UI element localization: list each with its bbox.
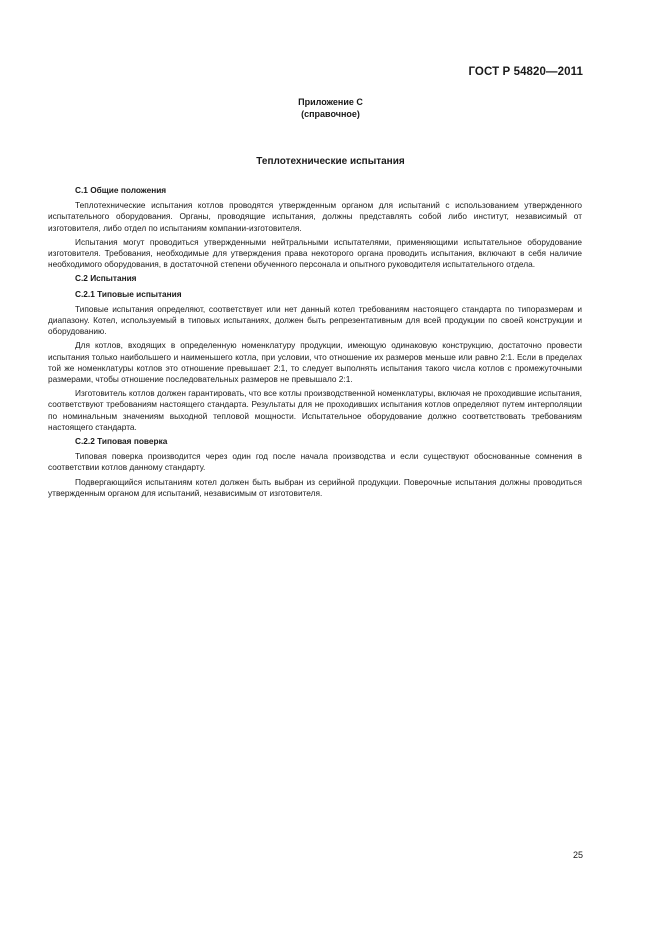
paragraph: Подвергающийся испытаниям котел должен быть выбран из серийной продукции. Поверочные испытания должны проводиться утвержденным органом для испытаний, независимым от изготовителя. xyxy=(48,476,582,498)
paragraph: Типовая поверка производится через один год после начала производства и если существуют обоснованные сомнения в соответствии котлов данному стандарту. xyxy=(48,451,582,473)
document-body xyxy=(48,185,582,502)
appendix-heading xyxy=(0,96,661,120)
appendix-note: (справочное) xyxy=(301,109,360,119)
paragraph: Испытания могут проводиться утвержденными нейтральными испытателями, применяющими испытательное оборудование изготовителя. Требования, необходимые для утверждения права некоторого органа проводить испытания, включают в себя наличие необходимого оборудования, в достаточной степени обученного персонала и опытного руководителя испытательного отдела. xyxy=(48,236,582,270)
paragraph: Типовые испытания определяют, соответствует или нет данный котел требованиям настоящего стандарта по типоразмерам и диапазону. Котел, используемый в типовых испытаниях, должен быть репрезентативным для всей продукции по своей конструкции и оборудованию. xyxy=(48,303,582,337)
appendix-label: Приложение С xyxy=(298,97,363,107)
section-heading: С.2 Испытания xyxy=(75,273,137,284)
paragraph: Изготовитель котлов должен гарантировать, что все котлы производственной номенклатуры, включая не проходившие испытания, соответствуют требованиям настоящего стандарта. Результаты для не проходивших испытания котлов определяют путем интерполяции по номинальным значениям выходной тепловой мощности. Испытательное оборудование должно соответствовать требованиям настоящего стандарта. xyxy=(48,388,582,432)
paragraph: Теплотехнические испытания котлов проводятся утвержденным органом для испытаний с использованием утвержденного испытательного оборудования. Органы, проводящие испытания, должны представлять собой либо институт, независимый от изготовителя, либо отдел по испытаниям компании-изготовителя. xyxy=(48,200,582,233)
subsection-heading: С.2.1 Типовые испытания xyxy=(75,288,182,299)
section-heading: С.1 Общие положения xyxy=(75,185,167,195)
standard-code: ГОСТ Р 54820—2011 xyxy=(468,66,583,78)
page-number: 25 xyxy=(572,850,583,860)
paragraph: Для котлов, входящих в определенную номенклатуру продукции, имеющую одинаковую конструкцию, достаточно провести испытания только наибольшего и наименьшего котла, при условии, что отношение их размеров меньше или равно 2:1. Если в пределах той же номенклатуры котлов это отношение превышает 2:1, то следует выполнять испытания такого числа котлов с промежуточными размерами, чтобы отношение последовательных размеров не превышало 2:1. xyxy=(48,340,582,385)
document-title: Теплотехнические испытания xyxy=(256,156,405,167)
subsection-heading: С.2.2 Типовая поверка xyxy=(75,436,168,447)
